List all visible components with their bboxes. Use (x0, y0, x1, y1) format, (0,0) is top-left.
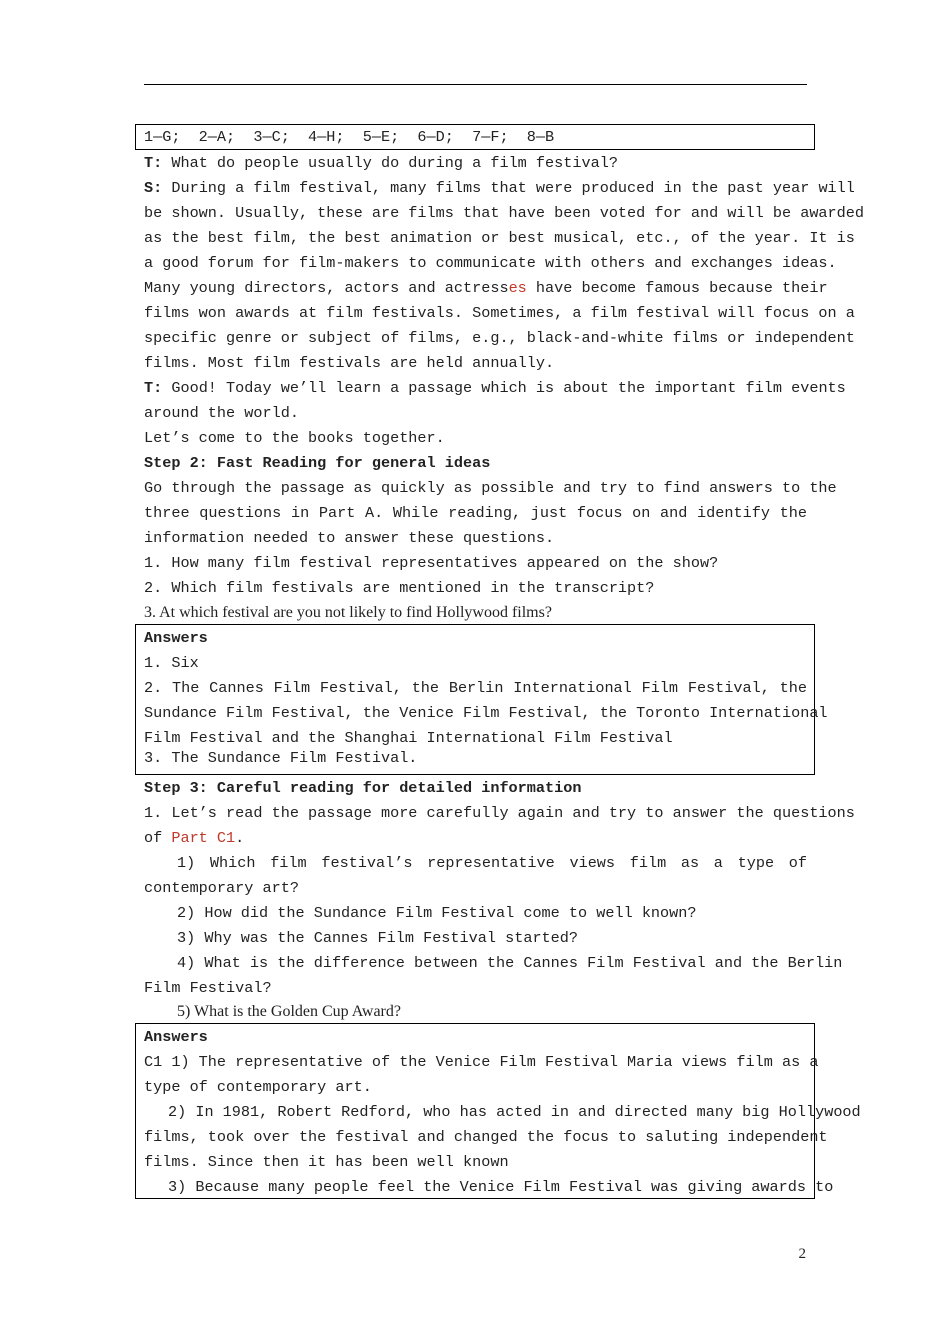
step3-answer-1b: type of contemporary art. (144, 1078, 372, 1096)
step3-question-4a: 4) What is the difference between the Cannes Film Festival and the Berlin (177, 954, 843, 972)
teacher-label-2: T: (144, 379, 163, 397)
student-answer-line-1: S: During a film festival, many films that were produced in the past year will (144, 179, 855, 197)
step3-answer-3: 3) Because many people feel the Venice Film Festival was giving awards to (168, 1178, 834, 1196)
step2-instruction-1: Go through the passage as quickly as possible and try to find answers to the (144, 479, 837, 497)
step3-intro-2: of Part C1. (144, 829, 245, 847)
step2-question-1: 1. How many film festival representatives appeared on the show? (144, 554, 719, 572)
student-label: S: (144, 179, 163, 197)
step3-question-3: 3) Why was the Cannes Film Festival started? (177, 929, 579, 947)
teacher-response-line-1: T: Good! Today we’ll learn a passage which is about the important film events (144, 379, 846, 397)
step3-question-1b: contemporary art? (144, 879, 299, 897)
student-answer-line-5: Many young directors, actors and actresses have become famous because their (144, 279, 828, 297)
step3-question-2: 2) How did the Sundance Film Festival come to well known? (177, 904, 697, 922)
step3-question-1a: 1) Which film festival’s representative views film as a type of (177, 854, 807, 872)
step3-answer-2a: 2) In 1981, Robert Redford, who has acted in and directed many big Hollywood (168, 1103, 861, 1121)
teacher-question: What do people usually do during a film festival? (162, 154, 618, 172)
step2-instruction-3: information needed to answer these questions. (144, 529, 555, 547)
step2-heading: Step 2: Fast Reading for general ideas (144, 454, 491, 472)
step2-answer-3: 3. The Sundance Film Festival. (144, 749, 418, 767)
step3-question-5: 5) What is the Golden Cup Award? (177, 1003, 401, 1020)
highlighted-suffix: es (508, 279, 527, 297)
teacher-question-line (144, 151, 807, 176)
step3-intro-1: 1. Let’s read the passage more carefully again and try to answer the questions (144, 804, 855, 822)
student-answer-line-3: as the best film, the best animation or best musical, etc., of the year. It is (144, 229, 855, 247)
step2-answer-2c: Film Festival and the Shanghai International Film Festival (144, 729, 673, 747)
step3-answer-2b: films, took over the festival and changed the focus to saluting independent (144, 1128, 828, 1146)
step2-question-3: 3. At which festival are you not likely to find Hollywood films? (144, 604, 552, 621)
step3-answers-title: Answers (144, 1028, 208, 1046)
step3-question-4b: Film Festival? (144, 979, 272, 997)
student-answer-line-4: a good forum for film-makers to communicate with others and exchanges ideas. (144, 254, 837, 272)
student-answer-line-7: specific genre or subject of films, e.g., black-and-white films or independent (144, 329, 855, 347)
step2-question-2: 2. Which film festivals are mentioned in the transcript? (144, 579, 655, 597)
step2-answer-2b: Sundance Film Festival, the Venice Film Festival, the Toronto International (144, 704, 828, 722)
answer-key-text: 1—G; 2—A; 3—C; 4—H; 5—E; 6—D; 7—F; 8—B (144, 128, 555, 146)
student-answer-line-6: films won awards at film festivals. Sometimes, a film festival will focus on a (144, 304, 855, 322)
teacher-response-line-2: around the world. (144, 404, 299, 422)
answer-key-box (135, 124, 815, 150)
page-number: 2 (798, 1246, 806, 1262)
student-answer-line-2: be shown. Usually, these are films that have been voted for and will be awarded (144, 204, 865, 222)
step2-answers-title: Answers (144, 629, 208, 647)
teacher-response-line-3: Let’s come to the books together. (144, 429, 445, 447)
step2-answer-2a: 2. The Cannes Film Festival, the Berlin International Film Festival, the (144, 679, 807, 697)
part-c1-reference: Part C1 (171, 829, 236, 847)
step3-answer-1a: C1 1) The representative of the Venice Film Festival Maria views film as a (144, 1053, 819, 1071)
step2-answer-1: 1. Six (144, 654, 199, 672)
step3-answer-2c: films. Since then it has been well known (144, 1153, 509, 1171)
teacher-label: T: (144, 154, 163, 172)
step2-instruction-2: three questions in Part A. While reading, just focus on and identify the (144, 504, 807, 522)
header-rule (144, 84, 807, 85)
student-answer-line-8: films. Most film festivals are held annually. (144, 354, 555, 372)
step3-heading: Step 3: Careful reading for detailed information (144, 779, 582, 797)
